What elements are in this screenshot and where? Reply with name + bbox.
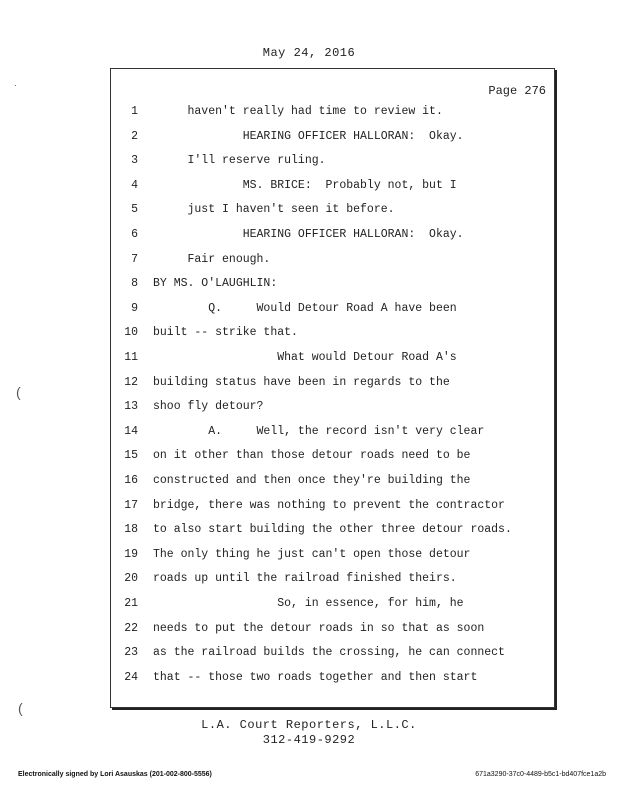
transcript-line: [111, 302, 556, 326]
transcript-line: [111, 425, 556, 449]
scan-mark-bottom: (: [18, 700, 23, 716]
transcript-line: [111, 179, 556, 203]
line-number: 4: [131, 178, 138, 192]
date-header: May 24, 2016: [262, 46, 356, 60]
line-number: 2: [131, 129, 138, 143]
line-number: 22: [124, 621, 138, 635]
line-text: I'll reserve ruling.: [153, 154, 326, 168]
line-number: 16: [124, 474, 138, 487]
transcript-line: [111, 548, 556, 572]
line-number: 24: [124, 670, 138, 684]
transcript-line: [111, 597, 556, 621]
transcript-line: [111, 449, 556, 473]
line-number: 6: [131, 228, 138, 241]
line-number: 8: [131, 277, 138, 291]
transcript-line: [111, 671, 556, 695]
document-id: 671a3290-37c0-4489-b5c1-bd407fce1a2b: [475, 771, 606, 778]
line-text: constructed and then once they're building the: [153, 474, 471, 487]
transcript-line: [111, 253, 556, 277]
line-text: built -- strike that.: [153, 326, 298, 340]
line-text: shoo fly detour?: [153, 400, 264, 414]
transcript-line: [111, 499, 556, 523]
line-number: 14: [124, 424, 138, 438]
line-text: The only thing he just can't open those detour: [153, 547, 471, 561]
line-text: HEARING OFFICER HALLORAN: Okay.: [153, 129, 464, 143]
transcript-line: [111, 277, 556, 301]
transcript-line: [111, 351, 556, 375]
line-text: on it other than those detour roads need to be: [153, 449, 471, 463]
page-number: Page 276: [488, 84, 546, 98]
scan-mark-middle: (: [16, 384, 21, 400]
transcript-line: [111, 400, 556, 424]
line-number: 20: [124, 572, 138, 586]
transcript-line: [111, 646, 556, 670]
line-number: 1: [131, 105, 138, 118]
court-reporter-phone: 312-419-9292: [262, 733, 356, 747]
transcript-line: [111, 474, 556, 498]
scan-mark-top: ·: [14, 80, 17, 90]
transcript-line: [111, 523, 556, 547]
line-text: haven't really had time to review it.: [153, 105, 443, 118]
transcript-line: [111, 154, 556, 178]
line-text: that -- those two roads together and then start: [153, 670, 478, 684]
electronic-signature: Electronically signed by Lori Asauskas (201-002-800-5556): [18, 771, 212, 778]
line-number: 18: [124, 523, 138, 537]
transcript-line: [111, 105, 556, 129]
line-text: Fair enough.: [153, 252, 271, 266]
line-number: 15: [124, 449, 138, 463]
line-number: 12: [124, 375, 138, 389]
line-number: 7: [131, 252, 138, 266]
line-number: 19: [124, 547, 138, 561]
line-number: 10: [124, 326, 138, 340]
line-text: A. Well, the record isn't very clear: [153, 424, 485, 438]
line-number: 23: [124, 646, 138, 660]
transcript-line: [111, 228, 556, 252]
transcript-line: [111, 203, 556, 227]
line-number: 3: [131, 154, 138, 168]
line-text: bridge, there was nothing to prevent the contractor: [153, 498, 505, 512]
line-text: So, in essence, for him, he: [153, 597, 464, 610]
transcript-line: [111, 622, 556, 646]
line-text: needs to put the detour roads in so that as soon: [153, 621, 485, 635]
transcript-page: [110, 68, 555, 708]
line-text: HEARING OFFICER HALLORAN: Okay.: [153, 228, 464, 241]
line-number: 21: [124, 597, 138, 610]
line-text: as the railroad builds the crossing, he can connect: [153, 646, 505, 660]
line-text: Q. Would Detour Road A have been: [153, 301, 457, 315]
transcript-line: [111, 326, 556, 350]
line-text: building status have been in regards to the: [153, 375, 450, 389]
line-number: 13: [124, 400, 138, 414]
court-reporter-name: L.A. Court Reporters, L.L.C.: [201, 718, 417, 732]
line-text: to also start building the other three detour roads.: [153, 523, 512, 537]
line-text: MS. BRICE: Probably not, but I: [153, 178, 457, 192]
line-text: What would Detour Road A's: [153, 351, 457, 364]
line-number: 11: [124, 351, 138, 364]
line-number: 9: [131, 301, 138, 315]
line-text: roads up until the railroad finished theirs.: [153, 572, 457, 586]
line-number: 5: [131, 203, 138, 217]
transcript-line: [111, 130, 556, 154]
transcript-line: [111, 376, 556, 400]
transcript-line: [111, 572, 556, 596]
line-text: just I haven't seen it before.: [153, 203, 395, 217]
line-number: 17: [124, 498, 138, 512]
line-text: BY MS. O'LAUGHLIN:: [153, 277, 278, 291]
